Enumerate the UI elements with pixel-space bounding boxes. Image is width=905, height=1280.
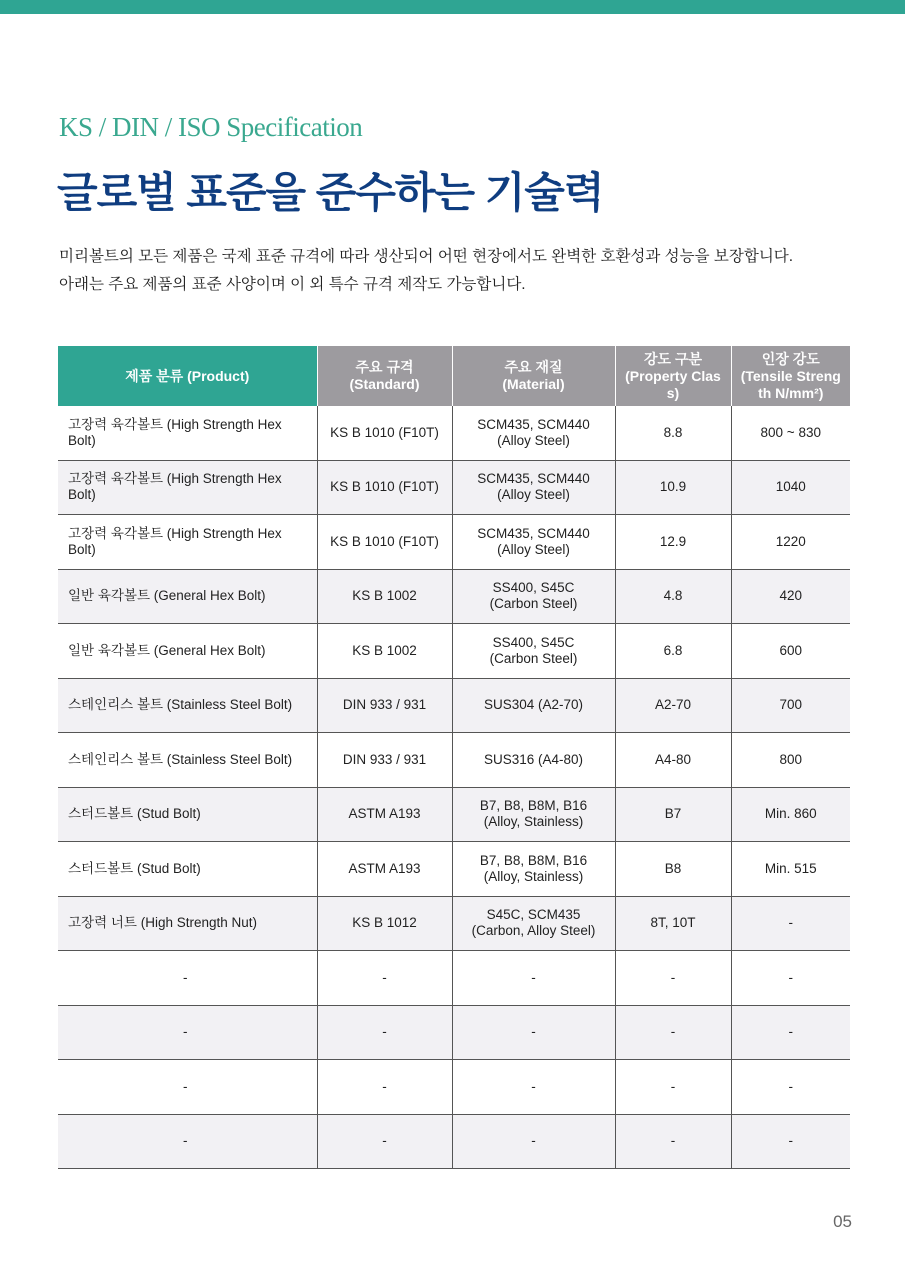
table-row xyxy=(58,624,850,679)
table-row xyxy=(58,569,850,624)
table-row xyxy=(58,896,850,951)
material-line: SUS304 (A2-70) xyxy=(483,697,584,713)
page-number: 05 xyxy=(833,1212,852,1231)
cell-standard: DIN 933 / 931 xyxy=(317,678,452,733)
top-accent-bar xyxy=(0,0,905,14)
section-eyebrow: KS / DIN / ISO Specification xyxy=(59,112,363,142)
cell-standard: - xyxy=(317,951,452,1006)
cell-property-class: - xyxy=(615,1005,731,1060)
cell-product: 스테인리스 볼트 (Stainless Steel Bolt) xyxy=(58,733,317,788)
description xyxy=(59,243,793,299)
cell-material xyxy=(452,842,615,897)
cell-tensile-strength: - xyxy=(731,1060,850,1115)
table-row xyxy=(58,842,850,897)
cell-product: 일반 육각볼트 (General Hex Bolt) xyxy=(58,624,317,679)
cell-material xyxy=(452,896,615,951)
cell-material xyxy=(452,1114,615,1169)
cell-tensile-strength: Min. 515 xyxy=(731,842,850,897)
table-row xyxy=(58,1060,850,1115)
material-line: S45C, SCM435 xyxy=(486,907,581,923)
cell-tensile-strength: 700 xyxy=(731,678,850,733)
header-line: 주요 재질 xyxy=(504,359,563,375)
cell-standard: KS B 1002 xyxy=(317,569,452,624)
cell-standard: KS B 1010 (F10T) xyxy=(317,515,452,570)
cell-product: 고장력 육각볼트 (High Strength Hex Bolt) xyxy=(58,406,317,460)
header-standard xyxy=(317,346,452,406)
description-line: 미리볼트의 모든 제품은 국제 표준 규격에 따라 생산되어 어떤 현장에서도 완벽한 호환성과 성능을 보장합니다. xyxy=(59,248,794,265)
cell-product: - xyxy=(58,1060,317,1115)
cell-tensile-strength: - xyxy=(731,1114,850,1169)
material-line: SS400, S45C xyxy=(492,580,575,596)
table-row xyxy=(58,515,850,570)
cell-tensile-strength: 600 xyxy=(731,624,850,679)
material-line: - xyxy=(531,1133,536,1149)
material-line: (Carbon, Alloy Steel) xyxy=(471,923,596,939)
cell-material xyxy=(452,787,615,842)
cell-property-class: 12.9 xyxy=(615,515,731,570)
cell-property-class: 4.8 xyxy=(615,569,731,624)
cell-property-class: 8T, 10T xyxy=(615,896,731,951)
table-row xyxy=(58,406,850,460)
cell-material xyxy=(452,1060,615,1115)
header-line: 주요 규격 xyxy=(355,359,414,375)
cell-standard: DIN 933 / 931 xyxy=(317,733,452,788)
table-row xyxy=(58,460,850,515)
cell-product: - xyxy=(58,951,317,1006)
cell-product: 고장력 육각볼트 (High Strength Hex Bolt) xyxy=(58,515,317,570)
cell-property-class: - xyxy=(615,1060,731,1115)
header-line: (Property Clas xyxy=(625,367,721,384)
material-line: (Alloy Steel) xyxy=(497,541,570,557)
cell-property-class: 8.8 xyxy=(615,406,731,460)
cell-product: 스터드볼트 (Stud Bolt) xyxy=(58,787,317,842)
material-line: (Carbon Steel) xyxy=(489,596,578,612)
material-line: (Alloy, Stainless) xyxy=(483,868,584,884)
header-property-class xyxy=(615,346,731,406)
cell-tensile-strength: 800 ~ 830 xyxy=(731,406,850,460)
material-line: SS400, S45C xyxy=(492,634,575,650)
cell-property-class: B7 xyxy=(615,787,731,842)
header-line: (Standard) xyxy=(349,376,420,392)
cell-material xyxy=(452,406,615,460)
cell-standard: ASTM A193 xyxy=(317,787,452,842)
header-line: (Material) xyxy=(502,376,565,392)
cell-property-class: - xyxy=(615,1114,731,1169)
cell-tensile-strength: - xyxy=(731,1005,850,1060)
cell-property-class: B8 xyxy=(615,842,731,897)
material-line: - xyxy=(531,1078,536,1094)
material-line: SCM435, SCM440 xyxy=(477,416,590,432)
header-line: s) xyxy=(666,384,680,401)
material-line: - xyxy=(531,1024,536,1040)
cell-standard: - xyxy=(317,1114,452,1169)
header-line: 강도 구분 xyxy=(644,350,702,367)
cell-product: - xyxy=(58,1005,317,1060)
table-row xyxy=(58,951,850,1006)
material-line: (Carbon Steel) xyxy=(489,650,578,666)
cell-material xyxy=(452,1005,615,1060)
cell-material xyxy=(452,624,615,679)
material-line: (Alloy, Stainless) xyxy=(483,814,584,830)
material-line: B7, B8, B8M, B16 xyxy=(479,798,588,814)
header-line: 제품 분류 (Product) xyxy=(125,367,250,384)
cell-property-class: - xyxy=(615,951,731,1006)
cell-product: 스터드볼트 (Stud Bolt) xyxy=(58,842,317,897)
header-tensile-strength xyxy=(731,346,850,406)
table-row xyxy=(58,1005,850,1060)
table-row xyxy=(58,678,850,733)
cell-product: 고장력 육각볼트 (High Strength Hex Bolt) xyxy=(58,460,317,515)
cell-standard: KS B 1012 xyxy=(317,896,452,951)
table-row xyxy=(58,733,850,788)
material-line: B7, B8, B8M, B16 xyxy=(479,852,588,868)
cell-tensile-strength: - xyxy=(731,951,850,1006)
cell-tensile-strength: 1040 xyxy=(731,460,850,515)
cell-tensile-strength: 800 xyxy=(731,733,850,788)
material-line: (Alloy Steel) xyxy=(497,487,570,503)
cell-tensile-strength: - xyxy=(731,896,850,951)
cell-material xyxy=(452,678,615,733)
cell-material xyxy=(452,569,615,624)
header-line: (Tensile Streng xyxy=(740,367,841,384)
cell-tensile-strength: 420 xyxy=(731,569,850,624)
cell-product: - xyxy=(58,1114,317,1169)
header-material xyxy=(452,346,615,406)
material-line: SUS316 (A4-80) xyxy=(483,751,584,767)
cell-material xyxy=(452,951,615,1006)
description-line: 아래는 주요 제품의 표준 사양이며 이 외 특수 규격 제작도 가능합니다. xyxy=(59,276,526,293)
page-title: 글로벌 표준을 준수하는 기술력 xyxy=(57,169,604,216)
table-row xyxy=(58,1114,850,1169)
cell-standard: - xyxy=(317,1005,452,1060)
cell-material xyxy=(452,460,615,515)
cell-property-class: 6.8 xyxy=(615,624,731,679)
cell-product: 고장력 너트 (High Strength Nut) xyxy=(58,896,317,951)
cell-property-class: A4-80 xyxy=(615,733,731,788)
material-line: SCM435, SCM440 xyxy=(477,525,590,541)
cell-standard: - xyxy=(317,1060,452,1115)
spec-table xyxy=(58,346,850,1169)
cell-standard: ASTM A193 xyxy=(317,842,452,897)
material-line: - xyxy=(531,969,536,985)
cell-product: 스테인리스 볼트 (Stainless Steel Bolt) xyxy=(58,678,317,733)
material-line: (Alloy Steel) xyxy=(497,432,570,448)
table-row xyxy=(58,787,850,842)
header-line: 인장 강도 xyxy=(761,350,820,367)
cell-material xyxy=(452,515,615,570)
cell-property-class: 10.9 xyxy=(615,460,731,515)
material-line: SCM435, SCM440 xyxy=(477,471,590,487)
cell-material xyxy=(452,733,615,788)
header-line: th N/mm²) xyxy=(758,384,824,401)
cell-tensile-strength: Min. 860 xyxy=(731,787,850,842)
cell-standard: KS B 1002 xyxy=(317,624,452,679)
header-product xyxy=(58,346,317,406)
cell-standard: KS B 1010 (F10T) xyxy=(317,460,452,515)
cell-tensile-strength: 1220 xyxy=(731,515,850,570)
cell-property-class: A2-70 xyxy=(615,678,731,733)
cell-standard: KS B 1010 (F10T) xyxy=(317,406,452,460)
cell-product: 일반 육각볼트 (General Hex Bolt) xyxy=(58,569,317,624)
